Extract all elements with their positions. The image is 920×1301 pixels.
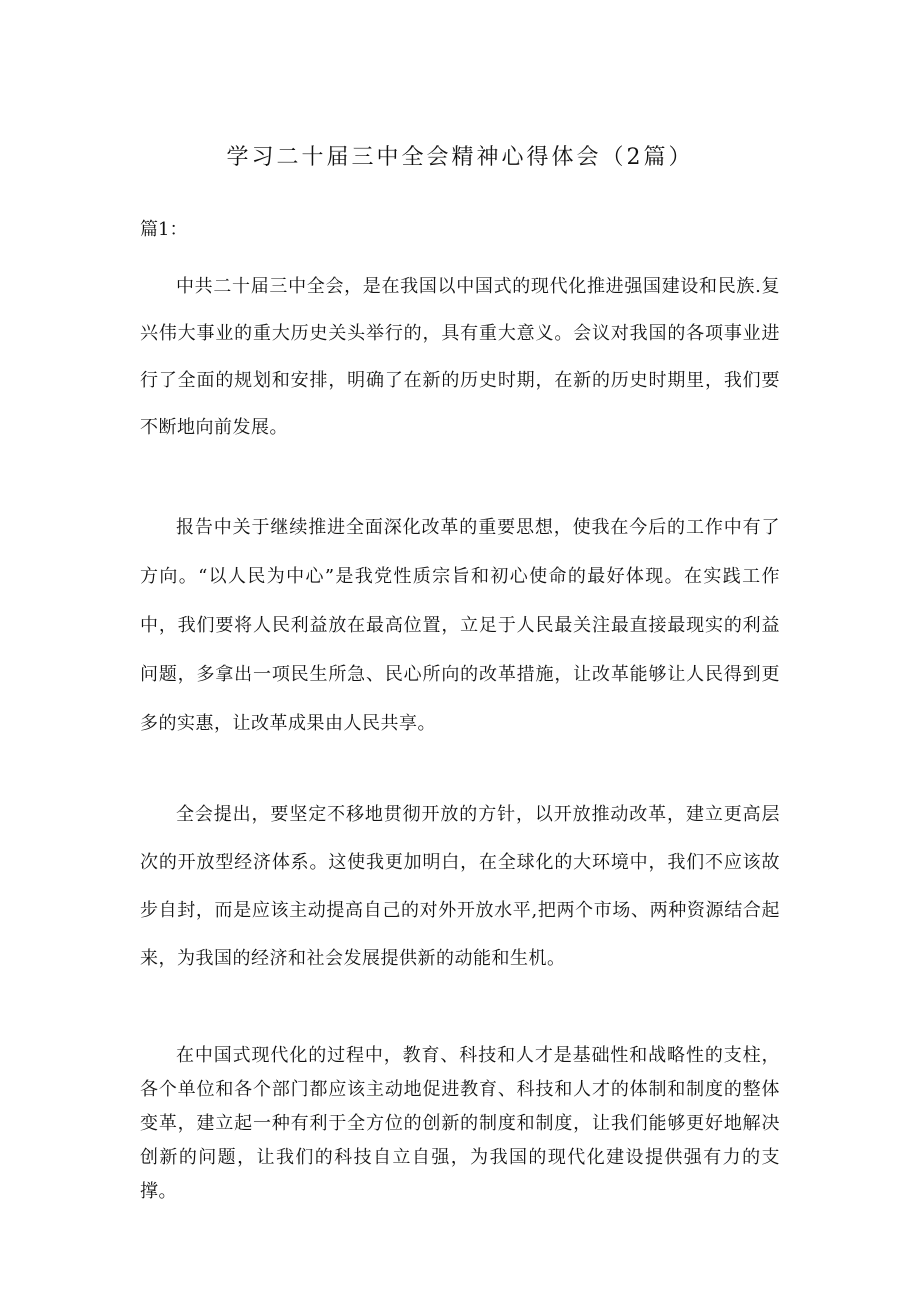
paragraph-3: 全会提出，要坚定不移地贯彻开放的方针，以开放推动改革，建立更高层次的开放型经济体系。这使我更加明白，在全球化的大环境中，我们不应该故步自封，而是应该主动提高自己的对外开放水平,把两个市场、两种资源结合起来，为我国的经济和社会发展提供新的动能和生机。 — [140, 804, 780, 969]
paragraph-1: 中共二十届三中全会，是在我国以中国式的现代化推进强国建设和民族.复兴伟大事业的重大历史关头举行的，具有重大意义。会议对我国的各项事业进行了全面的规划和安排，明确了在新的历史时期，在新的历史时期里，我们要不断地向前发展。 — [140, 276, 780, 438]
section-label: 篇1： — [140, 219, 188, 240]
paragraph-2: 报告中关于继续推进全面深化改革的重要思想，使我在今后的工作中有了方向。“以人民为中心”是我党性质宗旨和初心使命的最好体现。在实践工作中，我们要将人民利益放在最高位置，立足于人民最关注最直接最现实的利益问题，多拿出一项民生所急、民心所向的改革措施，让改革能够让人民得到更多的实惠，让改革成果由人民共享。 — [140, 517, 780, 734]
paragraph-4: 在中国式现代化的过程中，教育、科技和人才是基础性和战略性的支柱，各个单位和各个部门都应该主动地促进教育、科技和人才的体制和制度的整体变革，建立起一种有利于全方位的创新的制度和制度，让我们能够更好地解决创新的问题，让我们的科技自立自强，为我国的现代化建设提供强有力的支撑。 — [140, 1045, 780, 1202]
document-title: 学习二十届三中全会精神心得体会（2篇） — [226, 145, 694, 170]
